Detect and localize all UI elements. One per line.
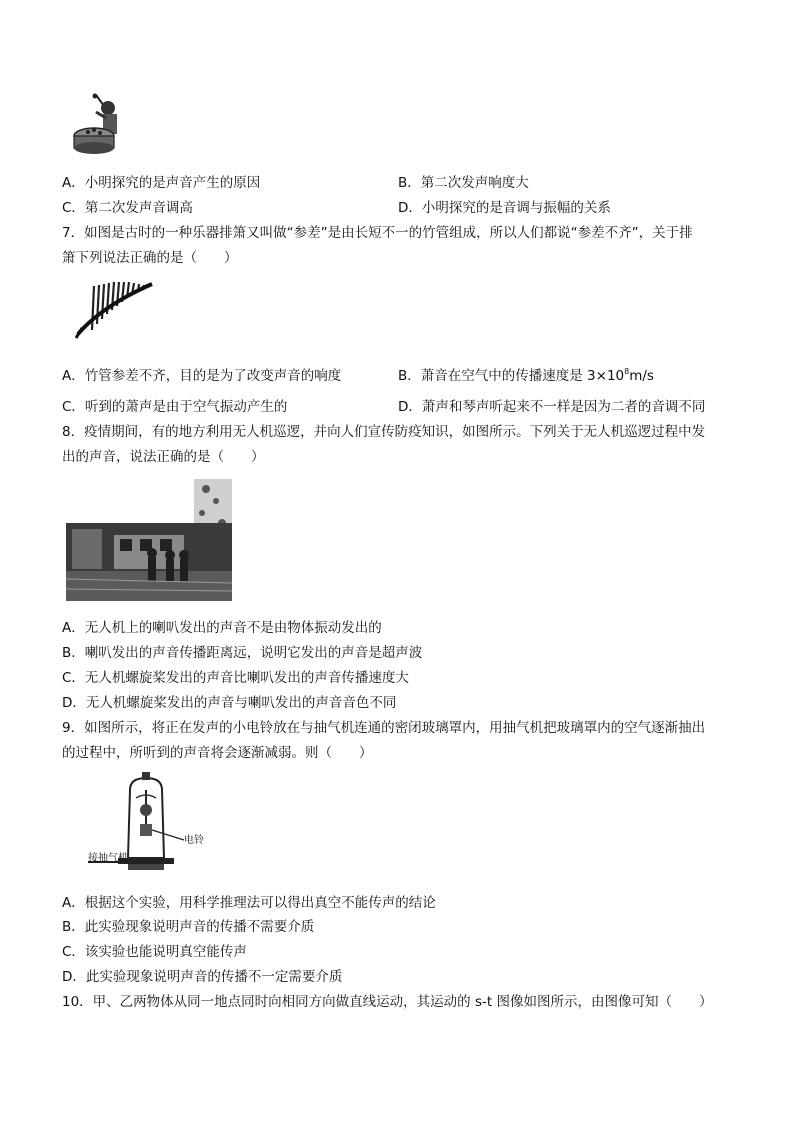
q9-label-bell: 电铃 [184,835,204,846]
panpipes-illustration [72,276,156,340]
q8-option-b: B．喇叭发出的声音传播距离远，说明它发出的声音是超声波 [62,645,423,661]
q7-stem-line1: 7．如图是古时的一种乐器排箫又叫做“参差”是由长短不一的竹管组成，所以人们都说“参差不齐”，关于排 [62,225,693,241]
drone-patrol-photo [66,479,232,601]
q7-option-b-text: B．萧音在空气中的传播速度是 3×10 [398,368,625,384]
q8-option-a: A．无人机上的喇叭发出的声音不是由物体振动发出的 [62,620,382,636]
q7-option-b-unit: m/s [629,368,654,384]
q7-option-a: A．竹管参差不齐，目的是为了改变声音的响度 [62,368,342,384]
q8-option-c: C．无人机螺旋桨发出的声音比喇叭发出的声音传播速度大 [62,670,409,686]
q9-option-b: B．此实验现象说明声音的传播不需要介质 [62,919,315,935]
q9-option-d: D．此实验现象说明声音的传播不一定需要介质 [62,969,343,985]
q6-figure-drum [70,92,126,158]
q7-stem-line2: 箫下列说法正确的是（ ） [62,250,238,266]
q9-label-pump: 接抽气机 [88,853,128,864]
q10-stem-line1: 10．甲、乙两物体从同一地点同时向相同方向做直线运动，其运动的 s-t 图像如图所示，由图像可知（ ） [62,994,713,1010]
q7-option-c: C．听到的萧声是由于空气振动产生的 [62,399,288,415]
q9-figure-bell-jar [88,770,218,876]
q7-option-b [398,367,654,385]
q9-option-a: A．根据这个实验，用科学推理法可以得出真空不能传声的结论 [62,895,436,911]
q9-option-c: C．该实验也能说明真空能传声 [62,944,247,960]
q9-stem-line2: 的过程中，所听到的声音将会逐渐减弱。则（ ） [62,745,373,761]
q6-option-c: C．第二次发声音调高 [62,200,193,216]
q6-option-a: A．小明探究的是声音产生的原因 [62,175,261,191]
q7-option-d: D．萧声和琴声听起来不一样是因为二者的音调不同 [398,399,706,415]
q7-figure-panpipes [72,276,156,340]
q7-option-b-exponent: 8 [624,367,630,376]
q6-option-d: D．小明探究的是音调与振幅的关系 [398,200,611,216]
q8-figure-drone-photo [66,479,232,601]
q8-option-d: D．无人机螺旋桨发出的声音与喇叭发出的声音音色不同 [62,695,397,711]
q6-option-b: B．第二次发声响度大 [398,175,529,191]
q9-stem-line1: 9．如图所示，将正在发声的小电铃放在与抽气机连通的密闭玻璃罩内，用抽气机把玻璃罩内的空气逐渐抽出 [62,720,706,736]
q8-stem-line2: 出的声音，说法正确的是（ ） [62,449,265,465]
drum-illustration [70,92,126,158]
q8-stem-line1: 8．疫情期间，有的地方利用无人机巡逻，并向人们宣传防疫知识，如图所示。下列关于无人机巡逻过程中发 [62,424,706,440]
